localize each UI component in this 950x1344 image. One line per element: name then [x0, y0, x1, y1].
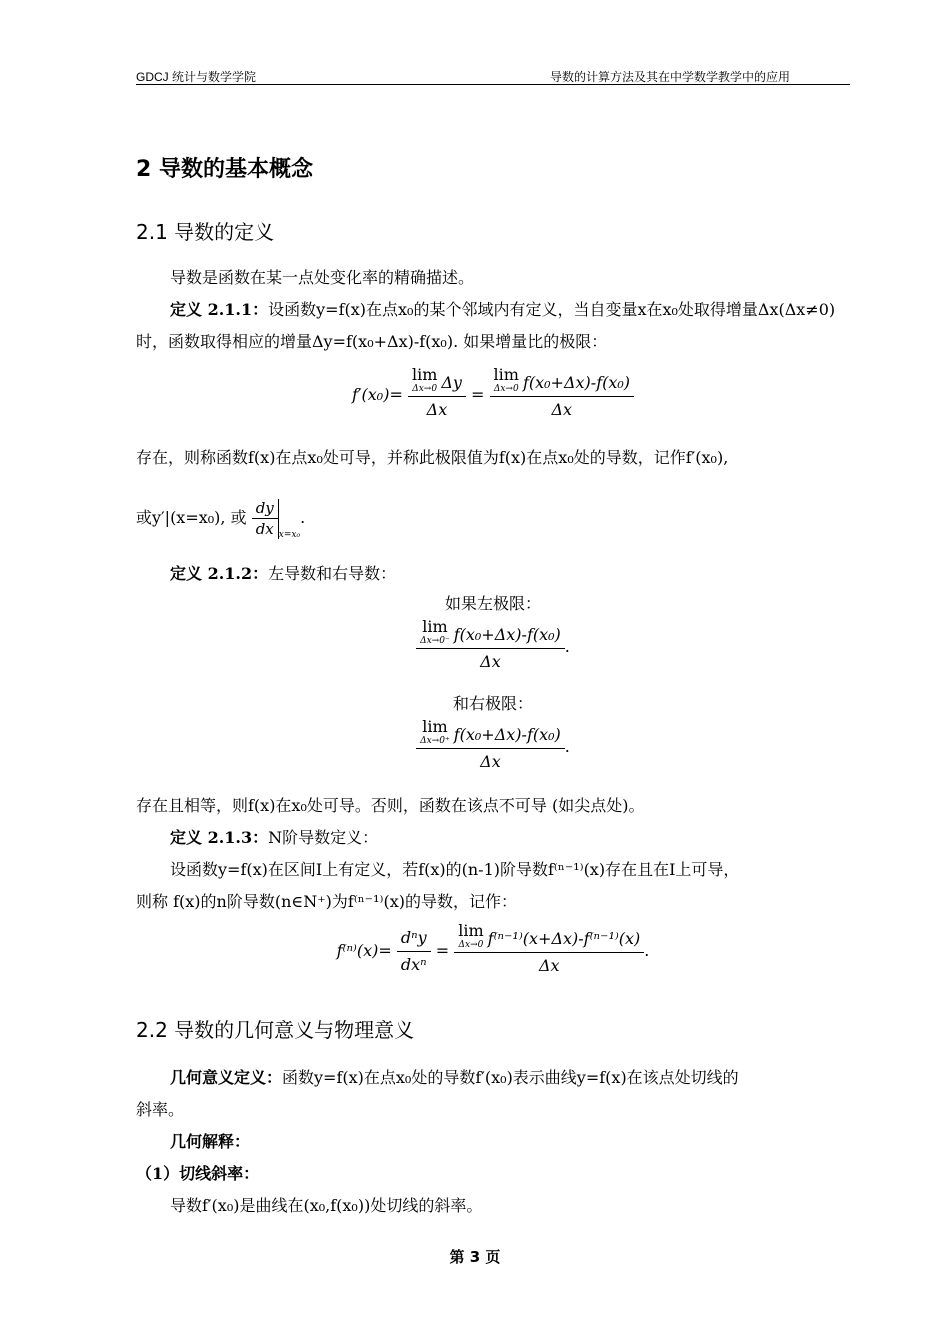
fraction-1-numerator: Δy: [441, 373, 462, 392]
formula-right-limit: lim Δx→0⁺ f(x₀+Δx)-f(x₀) Δx .: [136, 720, 850, 775]
page-number: 第 3 页: [449, 1248, 501, 1266]
leibniz-num: dy: [252, 498, 278, 519]
def3-text: N阶导数定义：: [268, 828, 379, 847]
right-lim-sub: Δx→0⁺: [420, 736, 450, 746]
def1-text: 设函数y=f(x)在点x₀的某个邻域内有定义，当自变量x在x₀处取得增量Δx(Δx≠0)时，函数取得相应的增量Δy=f(x₀+Δx)-f(x₀). 如果增量比的极限：: [136, 300, 836, 351]
geometric-meaning-definition: [136, 1062, 850, 1094]
nth-den-1: dxⁿ: [400, 955, 427, 974]
right-lim-word: lim: [422, 717, 448, 736]
subsection-title-2-2: 2.2 导数的几何意义与物理意义: [136, 1018, 415, 1042]
subsection-title-2-1: 2.1 导数的定义: [136, 220, 275, 244]
formula-left-limit: lim Δx→0⁻ f(x₀+Δx)-f(x₀) Δx .: [136, 620, 850, 675]
fraction-1-denominator: Δx: [426, 400, 448, 419]
left-limit-num: f(x₀+Δx)-f(x₀): [453, 625, 561, 644]
fraction-2-denominator: Δx: [551, 400, 573, 419]
lim-word-2: lim: [493, 365, 519, 384]
differentiability-paragraph: 存在且相等，则f(x)在x₀处可导。否则，函数在该点不可导 (如尖点处)。: [136, 796, 645, 815]
leibniz-fraction: [252, 498, 278, 539]
left-limit-den: Δx: [480, 652, 501, 671]
fraction-1: [408, 365, 466, 423]
lim-sub: Δx→0: [412, 384, 438, 394]
leibniz-pre: 或y′|(x=x₀), 或: [136, 508, 247, 527]
nth-num-1: dⁿy: [397, 925, 431, 952]
right-limit-label: 和右极限：: [452, 694, 533, 713]
def3-label: 定义 2.1.3：: [170, 828, 269, 847]
formula-derivative-definition: f′(x₀)= lim Δx→0 Δy Δx = lim Δx→0 f(x₀+Δx)-f(x₀) Δx: [136, 368, 850, 423]
def1-label: 定义 2.1.1：: [170, 300, 269, 319]
definition-2-1-1: [136, 294, 850, 358]
running-header: [136, 66, 850, 85]
lim-word: lim: [411, 365, 438, 384]
left-limit-label: 如果左极限：: [444, 594, 541, 613]
def2-text: 左导数和右导数：: [268, 564, 397, 583]
item-1-text: 导数f′(x₀)是曲线在(x₀,f(x₀))处切线的斜率。: [170, 1196, 483, 1215]
nth-lim-word: lim: [458, 921, 484, 940]
header-left: GDCJ 统计与数学学院: [136, 70, 257, 84]
left-limit-fraction: [416, 617, 565, 675]
geo-text: 函数y=f(x)在点x₀处的导数f′(x₀)表示曲线y=f(x)在该点处切线的: [282, 1068, 739, 1087]
nth-fraction-2: [454, 921, 644, 979]
nth-lim-sub: Δx→0: [458, 940, 484, 950]
definition-2-1-2: [136, 558, 850, 590]
leibniz-eval-sub: x=x₀: [278, 530, 301, 540]
geometric-explanation-label: 几何解释：: [170, 1132, 251, 1151]
right-limit-den: Δx: [480, 752, 501, 771]
formula-nth-derivative: f⁽ⁿ⁾(x)= $\frac{\text{dⁿy}}{\text{dxⁿ}}$ = lim Δx→0 f⁽ⁿ⁻¹⁾(x+Δx)-f⁽ⁿ⁻¹⁾(x) Δx .: [136, 924, 850, 979]
nth-den-2: Δx: [538, 956, 560, 975]
leibniz-den: dx: [255, 520, 274, 538]
left-lim-word: lim: [422, 617, 448, 636]
def3-body-line-2: 则称 f(x)的n阶导数(n∈N⁺)为f⁽ⁿ⁻¹⁾(x)的导数，记作：: [136, 892, 517, 911]
section-title: 2 导数的基本概念: [136, 157, 313, 182]
lim-sub-2: Δx→0: [493, 384, 519, 394]
leibniz-notation-line: 或y′|(x=x₀), 或 $\frac{dy}{dx}$ $_{x=x_0}$.: [136, 499, 306, 540]
item-1-label: （1）切线斜率：: [136, 1164, 260, 1183]
nth-lhs: f⁽ⁿ⁾(x)=: [336, 941, 392, 960]
fraction-2-numerator: f(x₀+Δx)-f(x₀): [522, 373, 631, 392]
formula-lhs: f′(x₀)=: [351, 385, 403, 404]
definition-2-1-3: [136, 822, 850, 854]
right-limit-num: f(x₀+Δx)-f(x₀): [453, 725, 561, 744]
geo-label: 几何意义定义：: [170, 1068, 283, 1087]
intro-paragraph: 导数是函数在某一点处变化率的精确描述。: [170, 268, 475, 287]
nth-fraction-1: [397, 925, 431, 978]
left-lim-sub: Δx→0⁻: [420, 636, 450, 646]
right-limit-fraction: [416, 717, 565, 775]
geo-text-continued: 斜率。: [136, 1100, 185, 1119]
derivative-notation-paragraph: 存在，则称函数f(x)在点x₀处可导，并称此极限值为f(x)在点x₀处的导数，记作f′(x₀),: [136, 448, 729, 467]
def2-label: 定义 2.1.2：: [170, 564, 269, 583]
header-right: 导数的计算方法及其在中学数学教学中的应用: [549, 70, 790, 84]
def3-body-line-1: 设函数y=f(x)在区间I上有定义，若f(x)的(n-1)阶导数f⁽ⁿ⁻¹⁾(x)存在且在I上可导，: [170, 860, 740, 879]
nth-num-2: f⁽ⁿ⁻¹⁾(x+Δx)-f⁽ⁿ⁻¹⁾(x): [487, 929, 641, 948]
